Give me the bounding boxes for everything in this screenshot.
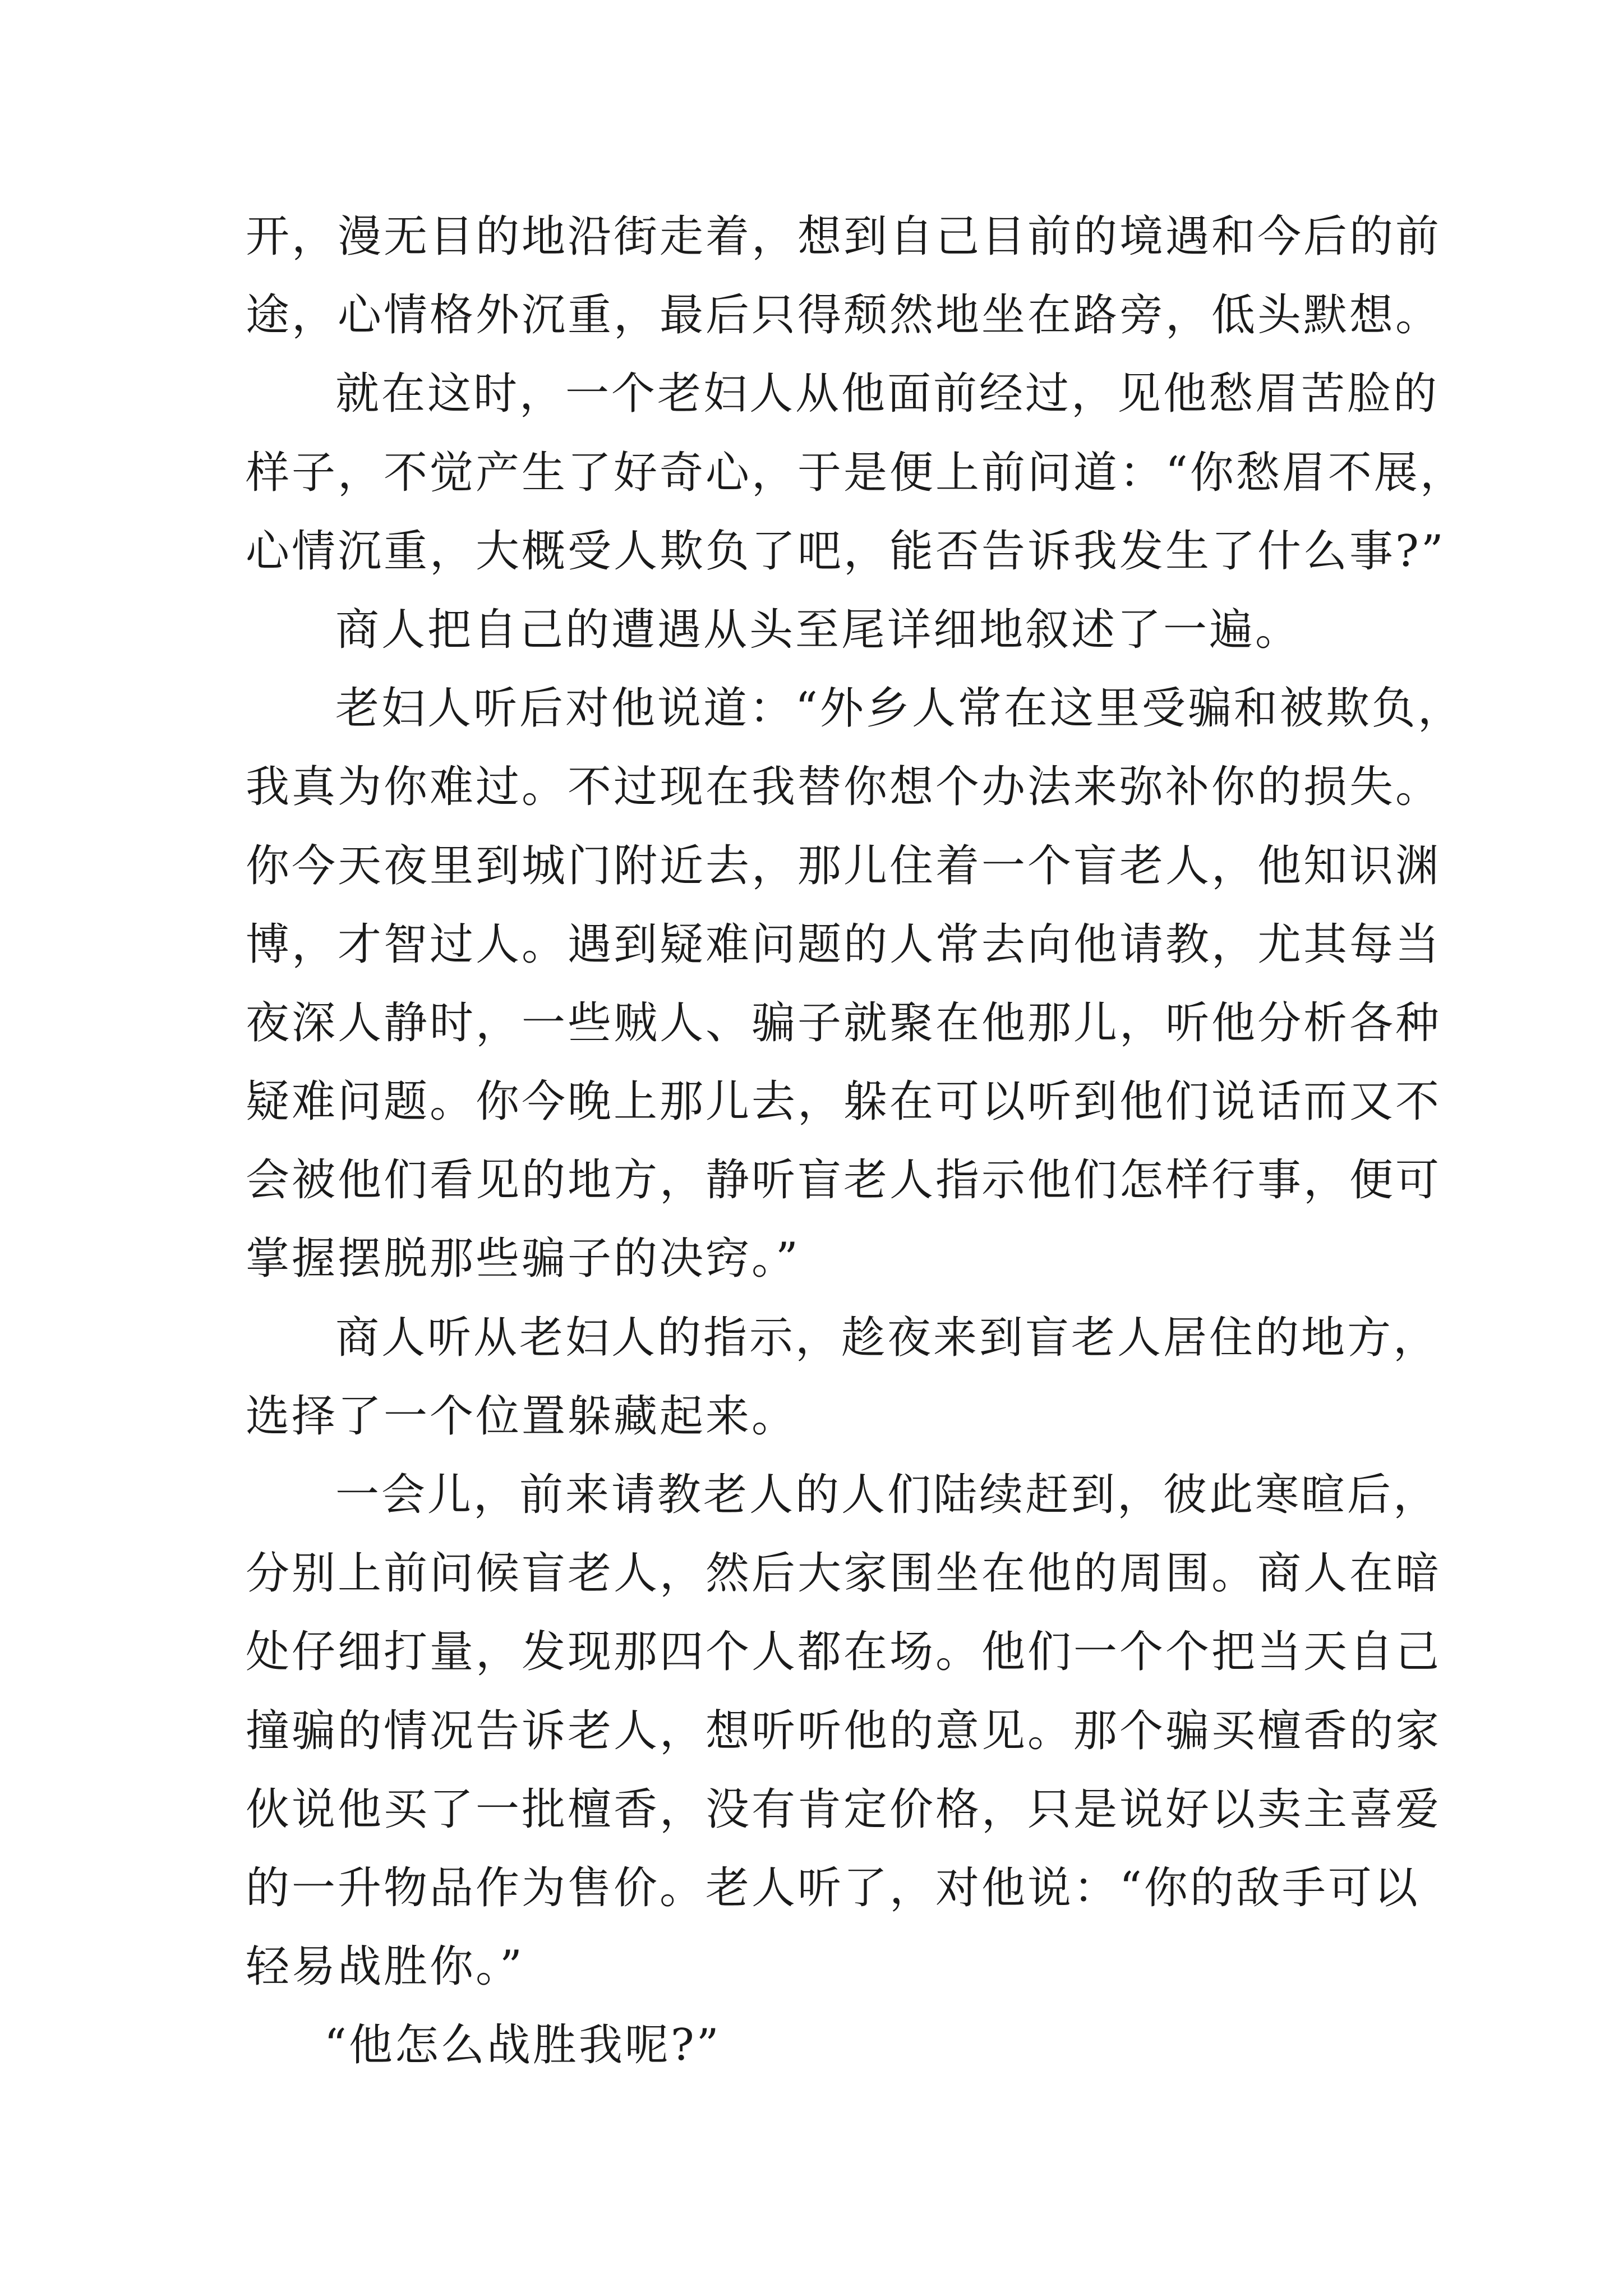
text-line: 样子，不觉产生了好奇心，于是便上前问道：“你愁眉不展，	[246, 447, 1466, 498]
paragraph-first-line: “他怎么战胜我呢?”	[324, 2020, 721, 2071]
text-line: 途，心情格外沉重，最后只得颓然地坐在路旁，低头默想。	[246, 290, 1442, 341]
text-line: 会被他们看见的地方，静听盲老人指示他们怎样行事，便可	[246, 1155, 1442, 1206]
body-text	[246, 197, 1466, 2085]
text-line: 伙说他买了一批檀香，没有肯定价格，只是说好以卖主喜爱	[246, 1784, 1442, 1835]
text-line: 掌握摆脱那些骗子的决窍。”	[246, 1234, 800, 1285]
paragraph-first-line: 商人把自己的遭遇从头至尾详细地叙述了一遍。	[335, 604, 1302, 655]
text-line: 心情沉重，大概受人欺负了吧，能否告诉我发生了什么事?”	[246, 526, 1446, 577]
text-line: 疑难问题。你今晚上那儿去，躲在可以听到他们说话而又不	[246, 1076, 1442, 1128]
text-line: 开，漫无目的地沿街走着，想到自己目前的境遇和今后的前	[246, 211, 1442, 262]
text-line: 夜深人静时，一些贼人、骗子就聚在他那儿，听他分析各种	[246, 997, 1442, 1048]
paragraph-first-line: 一会儿，前来请教老人的人们陆续赶到，彼此寒暄后，	[335, 1470, 1440, 1520]
text-line: 我真为你难过。不过现在我替你想个办法来弥补你的损失。	[246, 762, 1442, 813]
text-line: 选择了一个位置躲藏起来。	[246, 1391, 798, 1442]
text-line: 博，才智过人。遇到疑难问题的人常去向他请教，尤其每当	[246, 919, 1442, 970]
paragraph-first-line: 商人听从老妇人的指示，趁夜来到盲老人居住的地方，	[335, 1312, 1440, 1363]
text-line: 的一升物品作为售价。老人听了，对他说：“你的敌手可以	[246, 1862, 1420, 1913]
text-line: 处仔细打量，发现那四个人都在场。他们一个个把当天自己	[246, 1627, 1442, 1678]
text-line: 撞骗的情况告诉老人，想听听他的意见。那个骗买檀香的家	[246, 1705, 1442, 1756]
text-line: 你今天夜里到城门附近去，那儿住着一个盲老人，他知识渊	[246, 840, 1442, 891]
paragraph-first-line: 就在这时，一个老妇人从他面前经过，见他愁眉苦脸的	[335, 369, 1440, 420]
text-line: 轻易战胜你。”	[246, 1941, 524, 1993]
text-line: 分别上前问候盲老人，然后大家围坐在他的周围。商人在暗	[246, 1548, 1442, 1599]
paragraph-first-line: 老妇人听后对他说道：“外乡人常在这里受骗和被欺负，	[335, 683, 1464, 734]
